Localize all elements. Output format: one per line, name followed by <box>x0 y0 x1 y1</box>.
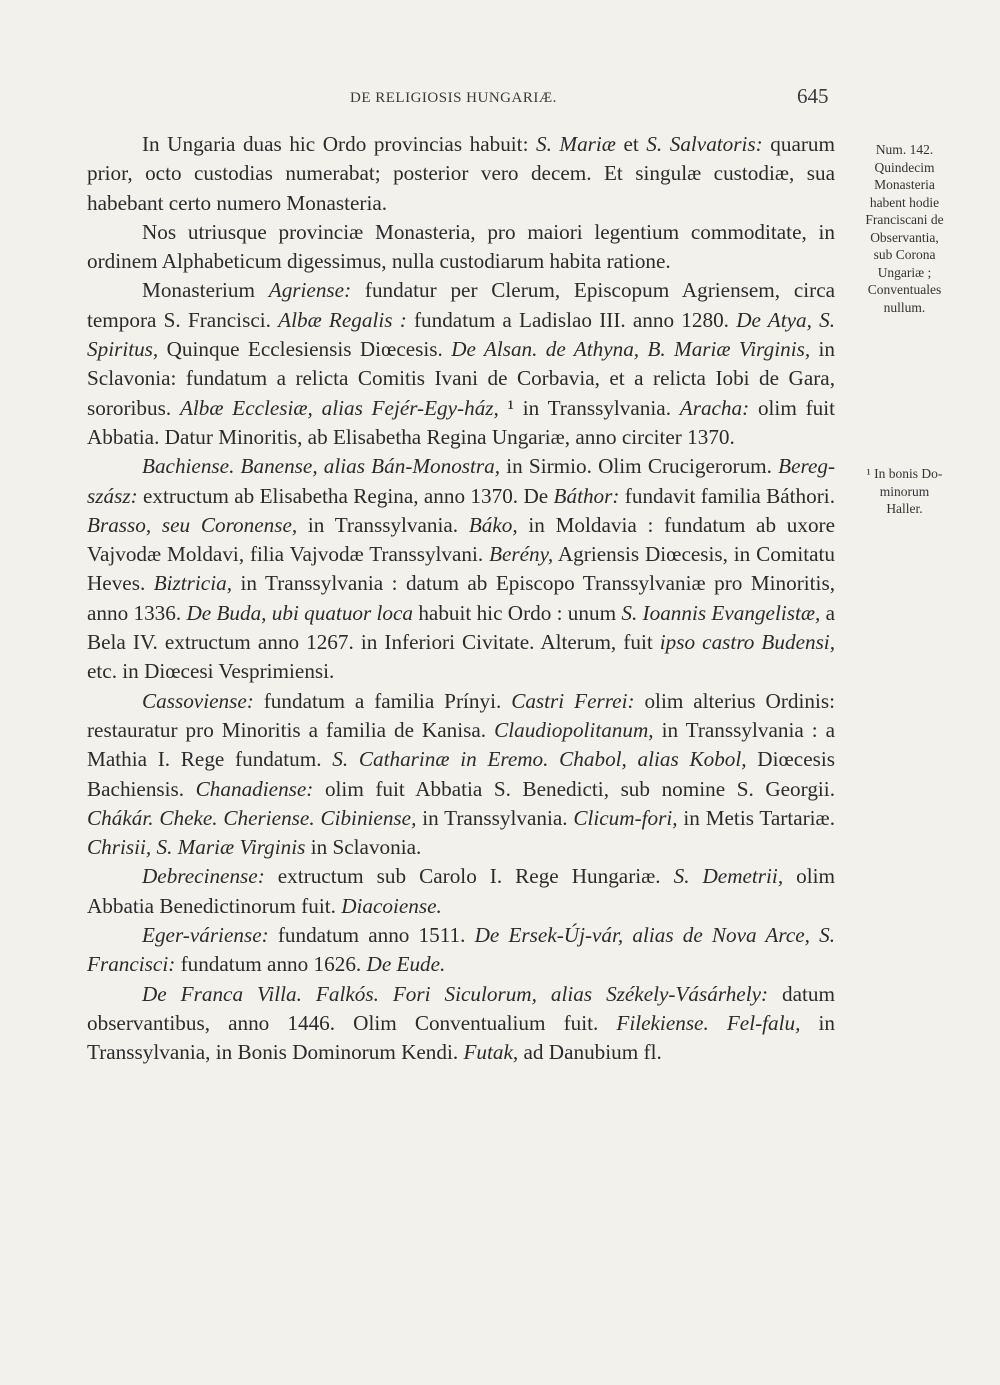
italic-run: De Franca Villa. Falkós. Fori Siculorum, alias Székely-Vásárhely: <box>142 981 769 1006</box>
italic-run: S. Mariæ <box>536 132 616 156</box>
margin-footnote <box>842 465 967 518</box>
paragraph-2 <box>87 218 835 277</box>
italic-run: Filekiense. Fel-falu, <box>616 1010 801 1035</box>
italic-run: Brasso, seu Coronense, <box>87 512 298 537</box>
text-run: olim alterius Ordinis: restauratur pro Minoritis a familia de Kanisa. <box>87 688 835 742</box>
italic-run: ipso castro Budensi, <box>659 630 835 655</box>
italic-run: De Eude. <box>366 952 446 977</box>
italic-run: Bachiense. Banense, alias Bán-Monostra, <box>142 454 501 479</box>
running-title: DE RELIGIOSIS HUNGARIÆ. <box>350 90 557 106</box>
paragraph-8 <box>87 980 835 1068</box>
text-run: fundavit familia Báthori. <box>619 483 835 508</box>
margin-line: Ungariæ ; <box>877 264 932 280</box>
margin-line: minorum <box>879 483 930 499</box>
text-run: In Ungaria duas hic Ordo provincias habuit: <box>142 132 536 156</box>
italic-run: S. Salvatoris: <box>646 132 763 156</box>
text-run: in Transsylvania, in Bonis Dominorum Kendi. <box>87 1010 836 1065</box>
italic-run: Chákár. Cheke. Cheriense. Cibiniense, <box>87 805 417 830</box>
text-run: et <box>615 132 647 156</box>
text-run: ad Danubium fl. <box>518 1040 662 1065</box>
italic-run: Báthor: <box>553 483 620 508</box>
italic-run: Albæ Ecclesiæ, alias Fejér-Egy-ház, <box>179 395 499 420</box>
paragraph-3 <box>87 276 835 452</box>
text-run: fundatum anno 1511. <box>268 923 475 948</box>
italic-run: Clicum-fori, <box>573 805 678 830</box>
italic-run: Báko, <box>468 512 518 537</box>
margin-line: Franciscani de <box>865 212 944 227</box>
margin-line: Num. 142. <box>875 142 934 157</box>
footnote-ref: ¹ in Transsylvania. <box>498 395 680 420</box>
body-text <box>87 130 835 1068</box>
text-run: in Sclavonia: fundatum a relicta Comitis Ivani de Corbavia, et a relicta Iobi de Gara, sororibus. <box>87 337 835 420</box>
text-run: extructum ab Elisabetha Regina, anno 1370. De <box>137 483 554 508</box>
text-run: a Bela IV. extructum anno 1267. in Inferiori Civitate. Alterum, fuit <box>87 600 835 655</box>
italic-run: Albæ Regalis : <box>278 307 407 332</box>
text-run: in Transsylvania. <box>416 805 574 830</box>
text-run: Monasterium <box>142 278 269 303</box>
paragraph-4 <box>87 452 835 686</box>
margin-line: Conventuales <box>867 282 942 297</box>
text-run: fundatum a familia Prínyi. <box>253 688 512 713</box>
italic-run: De Buda, ubi quatuor loca <box>186 600 414 625</box>
page-number: 645 <box>797 84 829 108</box>
text-run: in Transsylvania : a Mathia I. Rege fundatum. <box>87 717 835 772</box>
italic-run: De Alsan. de Athyna, B. Mariæ Virginis, <box>451 337 811 362</box>
text-run: Agriensis Diœcesis, in Comitatu Heves. <box>87 542 835 596</box>
text-run: Nos utriusque provinciæ Monasteria, pro maiori legentium commoditate, in ordinem Alphabeticum digessimus, nulla custodiarum habita ratione. <box>87 219 835 274</box>
italic-run: Agriense: <box>268 278 352 303</box>
text-run: in Transsylvania. <box>297 512 469 537</box>
paragraph-5 <box>87 687 835 863</box>
text-run: extructum sub Carolo I. Rege Hungariæ. <box>264 864 674 889</box>
text-run: olim fuit Abbatia S. Benedicti, sub nomine S. Georgii. <box>313 776 835 801</box>
italic-run: Chanadiense: <box>195 776 314 801</box>
margin-line: ¹ In bonis Do- <box>866 466 943 481</box>
margin-line: nullum. <box>883 299 926 315</box>
italic-run: Eger-váriense: <box>142 923 269 948</box>
text-run: etc. in Diœcesi Vesprimiensi. <box>87 659 335 684</box>
italic-run: Claudiopolitanum, <box>494 717 654 742</box>
text-run: in Metis Tartariæ. <box>677 805 835 830</box>
paragraph-7 <box>87 921 835 980</box>
italic-run: Debrecinense: <box>142 864 265 889</box>
paragraph-1 <box>87 130 835 218</box>
text-run: in Moldavia : fundatum ab uxore Vajvodæ Moldavi, filia Vajvodæ Transsylvani. <box>87 512 835 567</box>
text-run: olim fuit Abbatia. Datur Minoritis, ab Elisabetha Regina Ungariæ, anno circiter 1370. <box>87 395 835 449</box>
text-run: in Sirmio. Olim Crucigerorum. <box>500 454 779 479</box>
italic-run: Castri Ferrei: <box>511 688 635 713</box>
text-run: in Transsylvania : datum ab Episcopo Transsylvaniæ pro Minoritis, anno 1336. <box>87 571 835 625</box>
text-run: datum observantibus, anno 1446. Olim Conventualium fuit. <box>87 981 835 1035</box>
italic-run: Cassoviense: <box>142 688 254 713</box>
italic-run: Diacoiense. <box>341 893 442 918</box>
text-run: fundatur per Clerum, Episcopum Agriensem, circa tempora S. Francisci. <box>87 278 836 332</box>
margin-line: Quindecim <box>874 159 935 175</box>
italic-run: Berény, <box>489 542 554 567</box>
italic-run: Aracha: <box>679 395 750 420</box>
text-run: Diœcesis Bachiensis. <box>87 747 835 801</box>
italic-run: S. Catharinæ in Eremo. Chabol, alias Kobol, <box>332 747 747 772</box>
margin-line: sub Corona <box>873 247 936 262</box>
margin-line: habent hodie <box>869 194 940 210</box>
text-run: Quinque Ecclesiensis Diœcesis. <box>158 337 452 362</box>
margin-line: Monasteria <box>874 177 935 192</box>
margin-note-summary <box>842 141 967 316</box>
margin-line: Haller. <box>886 501 923 516</box>
italic-run: Biztricia, <box>153 571 232 596</box>
italic-run: Chrisii, S. Mariæ Virginis <box>87 835 306 860</box>
italic-run: Bereg-szász: <box>87 454 835 508</box>
text-run: fundatum anno 1626. <box>175 952 367 977</box>
margin-line: Observantia, <box>870 229 939 245</box>
text-run: quarum prior, octo custodias numerabat; posterior vero decem. Et singulæ custodiæ, sua habebant certo numero Monasteria. <box>87 132 835 215</box>
italic-run: S. Demetrii, <box>673 864 784 889</box>
text-run: in Sclavonia. <box>305 835 422 860</box>
italic-run: De Ersek-Új-vár, alias de Nova Arce, S. Francisci: <box>87 923 835 977</box>
italic-run: De Atya, S. Spiritus, <box>87 307 835 362</box>
italic-run: Futak, <box>463 1040 519 1065</box>
italic-run: S. Ioannis Evangelistæ, <box>621 600 821 625</box>
text-run: habuit hic Ordo : unum <box>413 600 622 625</box>
text-run: olim Abbatia Benedictinorum fuit. <box>87 864 835 918</box>
text-run: fundatum a Ladislao III. anno 1280. <box>406 307 737 332</box>
paragraph-6 <box>87 862 835 921</box>
